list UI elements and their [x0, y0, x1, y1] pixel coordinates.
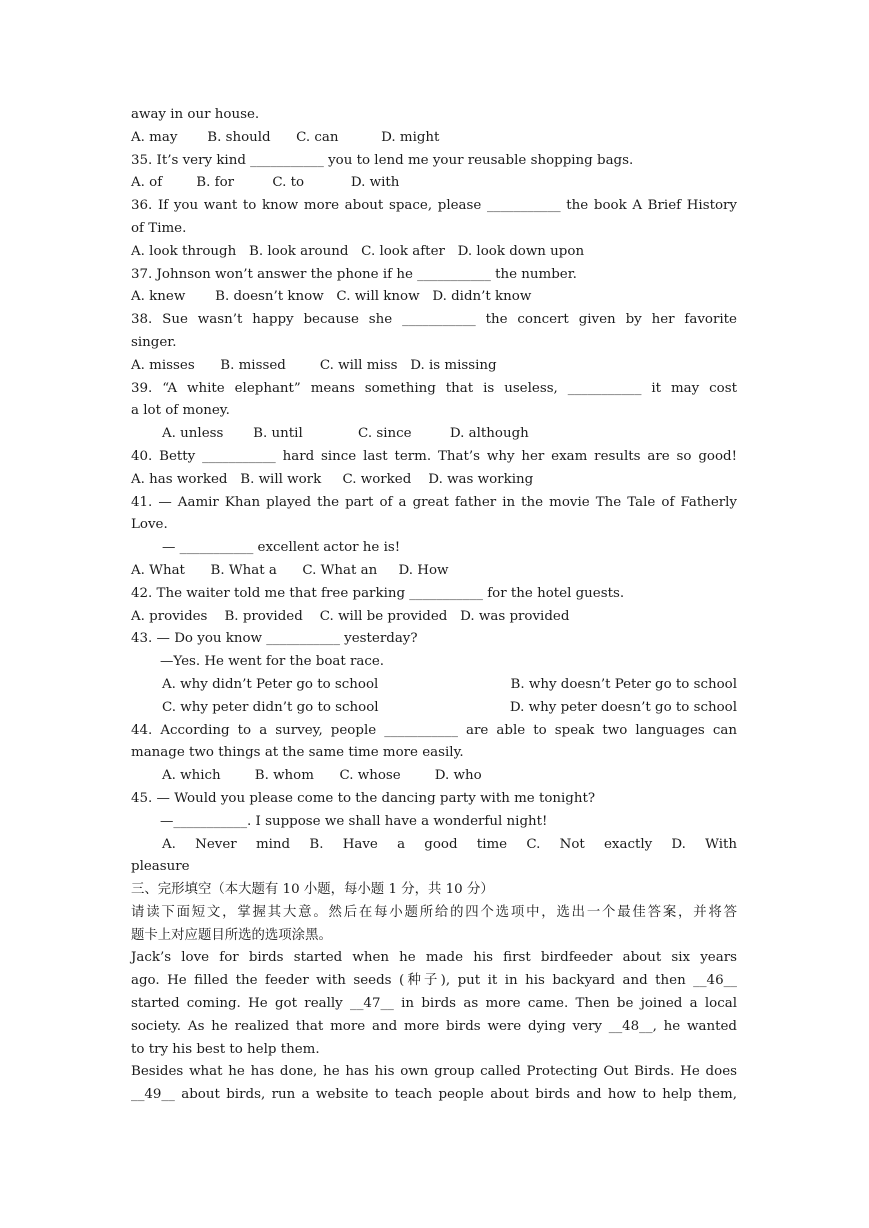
options-line: A. unless B. until C. since D. although: [162, 426, 529, 442]
options-line: A. What B. What a C. What an D. How: [131, 562, 449, 578]
options-line: A. provides B. provided C. will be provided D. was provided: [131, 608, 570, 624]
question-35: 35. It’s very kind ___________ you to lend me your reusable shopping bags.: [131, 152, 634, 168]
text-line: Love.: [131, 517, 168, 533]
options-line: A. look through B. look around C. look after D. look down upon: [131, 243, 585, 259]
dialogue-line: — ___________ excellent actor he is!: [162, 540, 401, 556]
options-line: A. of B. for C. to D. with: [131, 175, 400, 191]
option-b: B. why doesn’t Peter go to school: [510, 676, 737, 692]
question-45: 45. — Would you please come to the dancing party with me tonight?: [131, 790, 596, 806]
text-line: manage two things at the same time more easily.: [131, 745, 464, 761]
passage-line: Besides what he has done, he has his own group called Protecting Out Birds. He does: [131, 1064, 737, 1080]
options-line: A. knew B. doesn’t know C. will know D. didn’t know: [131, 289, 532, 305]
passage-line: ago. He filled the feeder with seeds (种子), put it in his backyard and then __46__: [131, 973, 737, 989]
question-37: 37. Johnson won’t answer the phone if he ___________ the number.: [131, 266, 577, 282]
question-44: 44. According to a survey, people ___________ are able to speak two languages can: [131, 722, 737, 738]
options-line: A. which B. whom C. whose D. who: [162, 768, 482, 784]
options-line: A. may B. should C. can D. might: [131, 129, 440, 145]
question-40: 40. Betty ___________ hard since last term. That’s why her exam results are so good!: [131, 448, 737, 464]
text-line: a lot of money.: [131, 403, 230, 419]
instruction-line: 题卡上对应题目所选的选项涂黑。: [131, 927, 332, 943]
options-row: [131, 674, 737, 697]
text-line: pleasure: [131, 859, 190, 875]
options-line: A. misses B. missed C. will miss D. is missing: [131, 357, 497, 373]
passage-line: society. As he realized that more and more birds were dying very __48__, he wanted: [131, 1018, 737, 1034]
option-d: D. why peter doesn’t go to school: [509, 699, 737, 715]
question-36: 36. If you want to know more about space, please ___________ the book A Brief History: [131, 198, 737, 214]
passage-line: to try his best to help them.: [131, 1041, 320, 1057]
passage-line: Jack’s love for birds started when he made his first birdfeeder about six years: [131, 950, 737, 966]
question-39: 39. “A white elephant” means something that is useless, ___________ it may cost: [131, 380, 737, 396]
option-a: A. why didn’t Peter go to school: [162, 676, 379, 692]
dialogue-line: —Yes. He went for the boat race.: [160, 654, 385, 670]
option-c: C. why peter didn’t go to school: [162, 699, 379, 715]
options-line: A. Never mind B. Have a good time C. Not exactly D. With: [162, 836, 737, 852]
instruction-line: 请读下面短文，掌握其大意。然后在每小题所给的四个选项中，选出一个最佳答案，并将答: [131, 904, 737, 920]
text-line: of Time.: [131, 220, 187, 236]
question-38: 38. Sue wasn’t happy because she ___________ the concert given by her favorite: [131, 312, 737, 328]
passage-line: __49__ about birds, run a website to teach people about birds and how to help them,: [131, 1087, 737, 1103]
question-43: 43. — Do you know ___________ yesterday?: [131, 631, 418, 647]
question-42: 42. The waiter told me that free parking ___________ for the hotel guests.: [131, 585, 625, 601]
document-page: [131, 104, 737, 1107]
passage-line: started coming. He got really __47__ in birds as more came. Then be joined a local: [131, 996, 737, 1012]
options-row: [131, 697, 737, 720]
text-line: singer.: [131, 334, 177, 350]
section-heading: 三、完形填空（本大题有 10 小题，每小题 1 分，共 10 分）: [131, 882, 494, 898]
text-line: away in our house.: [131, 107, 260, 122]
options-line: A. has worked B. will work C. worked D. was working: [131, 471, 534, 487]
dialogue-line: —___________. I suppose we shall have a wonderful night!: [160, 813, 548, 829]
question-41: 41. — Aamir Khan played the part of a great father in the movie The Tale of Fatherly: [131, 494, 737, 510]
